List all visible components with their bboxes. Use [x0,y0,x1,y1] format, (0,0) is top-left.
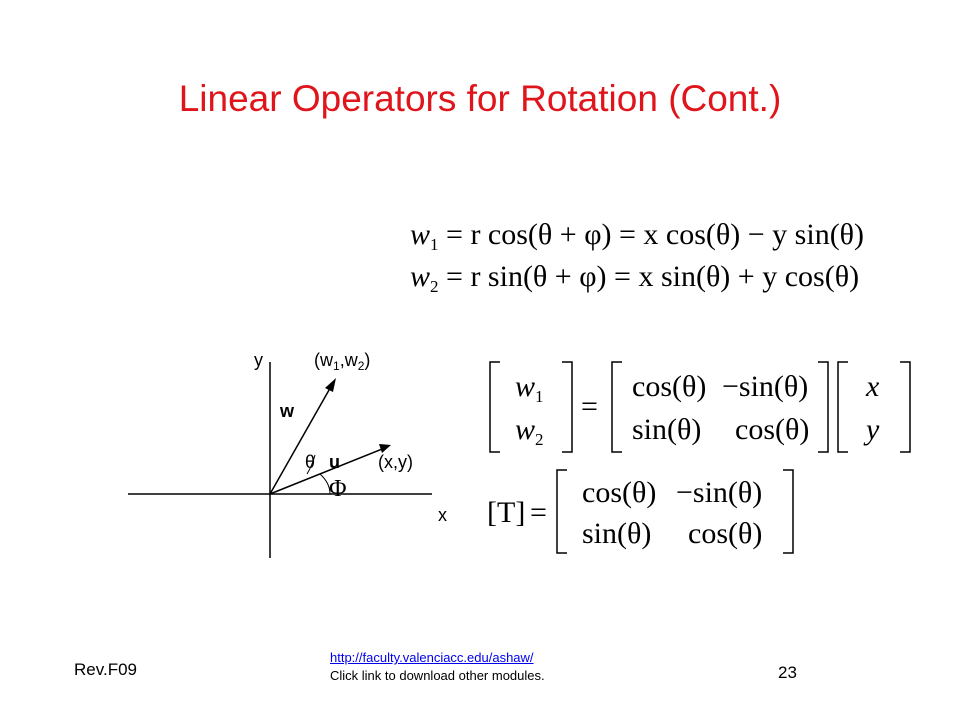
theta-label: θ [305,452,316,472]
vector-y: y [866,413,880,446]
t-matrix-r2c1: sin(θ) [582,517,652,550]
slide-title: Linear Operators for Rotation (Cont.) [178,78,782,119]
w1-expression: r cos(θ + φ) = x cos(θ) − y sin(θ) [470,218,865,251]
matrix-w2: $w_2$ [515,413,544,449]
t-matrix-r2c2: cos(θ) [688,517,763,550]
download-note: Click link to download other modules. [330,668,545,683]
vector-x: x [866,370,880,403]
matrix-r1c1: cos(θ) [632,370,707,403]
equation-w1: $w_1 = r$ cos(θ + φ) = x cos(θ) − y sin(θ) [410,218,865,254]
modules-link[interactable]: http://faculty.valenciacc.edu/ashaw/ [330,650,534,665]
matrix-w1: $w_1$ [515,370,544,406]
y-axis-label: y [254,350,263,370]
vector-w-label: w [280,401,295,421]
t-matrix-label: [T] [487,496,526,529]
vector-w-arrowhead [325,378,336,392]
t-matrix-r1c1: cos(θ) [582,476,657,509]
vector-u-label: u [329,452,340,472]
point-u-label: (x,y) [378,452,413,472]
x-axis-label: x [438,505,447,525]
w2-symbol: w [410,260,431,293]
point-w-label: $(w_1,w_2)$ [314,350,371,373]
t-matrix-equals: = [530,496,547,529]
w2-subscript: 2 [430,277,439,296]
matrix-r2c1: sin(θ) [632,413,702,446]
revision-label: Rev.F09 [74,660,137,679]
matrix-r2c2: cos(θ) [735,413,810,446]
w1-symbol: w [410,218,431,251]
matrix-equals: = [581,390,598,423]
matrix-r1c2: −sin(θ) [722,370,809,403]
t-matrix-r1c2: −sin(θ) [676,476,763,509]
w2-expression: r sin(θ + φ) = x sin(θ) + y cos(θ) [470,260,860,293]
phi-label: Φ [329,476,347,502]
equation-w2: $w_2 = r$ sin(θ + φ) = x sin(θ) + y cos(θ) [410,260,860,296]
w1-subscript: 1 [430,235,439,254]
page-number: 23 [778,663,797,682]
